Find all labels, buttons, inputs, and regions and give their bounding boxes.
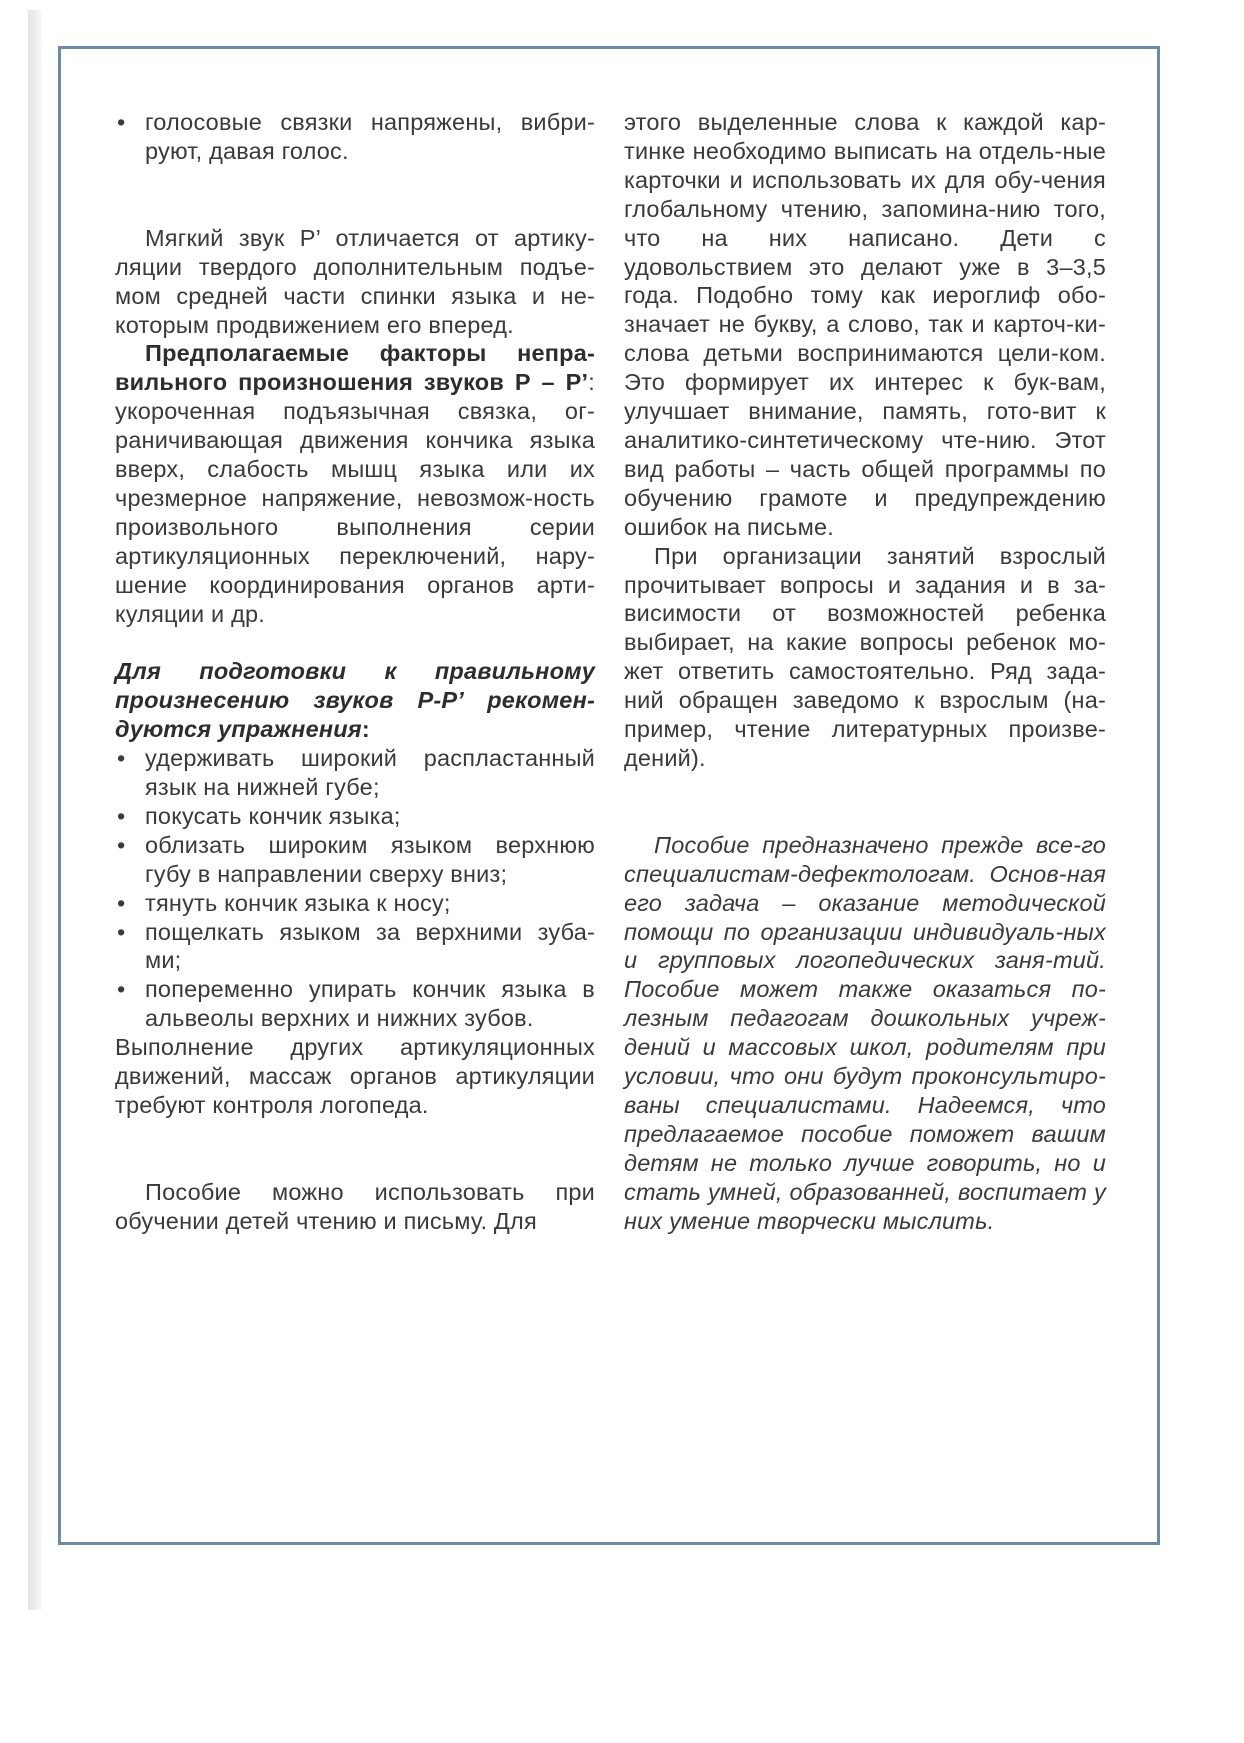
right-column: [624, 108, 1106, 1236]
list-item: [115, 918, 595, 976]
exercise-text: покусать кончик языка;: [145, 802, 401, 829]
list-item: [115, 802, 595, 831]
exercise-text: тянуть кончик языка к носу;: [145, 889, 451, 916]
scan-edge-shadow: [28, 10, 42, 1610]
top-bullet-list: [115, 108, 595, 166]
exercises-heading-colon: :: [361, 716, 370, 743]
bullet-text: голосовые связки напряжены, вибри-руют, давая голос.: [145, 109, 595, 164]
other-movements-paragraph: Выполнение других артикуляционных движений, массаж органов артикуляции требуют контроля логопеда.: [115, 1034, 595, 1118]
bullet-icon: •: [117, 976, 126, 1003]
bullet-icon: •: [117, 109, 126, 135]
left-column: [115, 108, 595, 1236]
exercise-text: пощелкать языком за верхними зуба-ми;: [145, 918, 595, 974]
bullet-icon: •: [117, 889, 126, 916]
list-item: [115, 744, 595, 802]
reading-paragraph-start: Пособие можно использовать при обучении детей чтению и письму. Для: [115, 1178, 595, 1234]
exercises-heading: Для подготовки к правильному произнесению звуков Р-Р’ рекомен-дуются упражнения: [115, 658, 595, 743]
reading-paragraph-continued: этого выделенные слова к каждой кар-тинке необходимо выписать на отдель-ные карточки и использовать их для обу-чения глобальному чтению, запомина-нию того, что на них написано. Дети с удовольствием это делают уже в 3–3,5 года. Подобно тому как иероглиф обо-значает не букву, а слово, так и карточ-ки-слова детьми воспринимаются цели-ком. Это формирует их интерес к бук-вам, улучшает внимание, память, гото-вит к аналитико-синтетическому чте-нию. Этот вид работы – часть общей программы по обучению грамоте и предупреждению ошибок на письме.: [624, 109, 1106, 540]
bullet-icon: •: [117, 918, 126, 945]
list-item: [115, 889, 595, 918]
bullet-icon: •: [117, 802, 126, 829]
purpose-paragraph: Пособие предназначено прежде все-го специалистам-дефектологам. Основ-ная его задача – оказание методической помощи по организации индивидуаль-ных и групповых логопедических заня-тий. Пособие может также оказаться по-лезным педагогам дошкольных учреж-дений и массовых школ, родителям при условии, что они будут проконсультиро-ваны специалистами. Надеемся, что предлагаемое пособие поможет вашим детям не только лучше говорить, но и стать умней, образованней, воспитает у них умение творчески мыслить.: [624, 831, 1106, 1234]
exercise-text: удерживать широкий распластанный язык на нижней губе;: [145, 745, 595, 801]
bullet-icon: •: [117, 831, 126, 858]
list-item: [115, 975, 595, 1033]
bullet-icon: •: [117, 745, 126, 772]
exercises-list: [115, 744, 595, 1033]
exercises-heading-paragraph: [115, 657, 595, 744]
factors-heading: Предполагаемые факторы непра-вильного произношения звуков Р – Р’: [115, 340, 595, 396]
exercise-text: попеременно упирать кончик языка в альвеолы верхних и нижних зубов.: [145, 976, 595, 1032]
exercise-text: облизать широким языком верхнюю губу в направлении сверху вниз;: [145, 831, 595, 887]
factors-paragraph: [115, 339, 595, 628]
soft-r-paragraph: Мягкий звук Р’ отличается от артику-ляции твердого дополнительным подъе-мом средней части спинки языка и не-которым продвижением его вперед.: [115, 224, 595, 338]
organization-paragraph: При организации занятий взрослый прочитывает вопросы и задания и в за-висимости от возможностей ребенка выбирает, на какие вопросы ребенок мо-жет ответить самостоятельно. Ряд зада-ний обращен заведомо к взрослым (на-пример, чтение литературных произве-дений).: [624, 542, 1106, 771]
list-item: [115, 108, 595, 166]
factors-body: : укороченная подъязычная связка, ог-раничивающая движения кончика языка вверх, слабость мышц языка или их чрезмерное напряжение, невозмож-ность произвольного выполнения серии артикуляционных переключений, нару-шение координирования органов арти-куляции и др.: [115, 369, 595, 627]
list-item: [115, 831, 595, 889]
